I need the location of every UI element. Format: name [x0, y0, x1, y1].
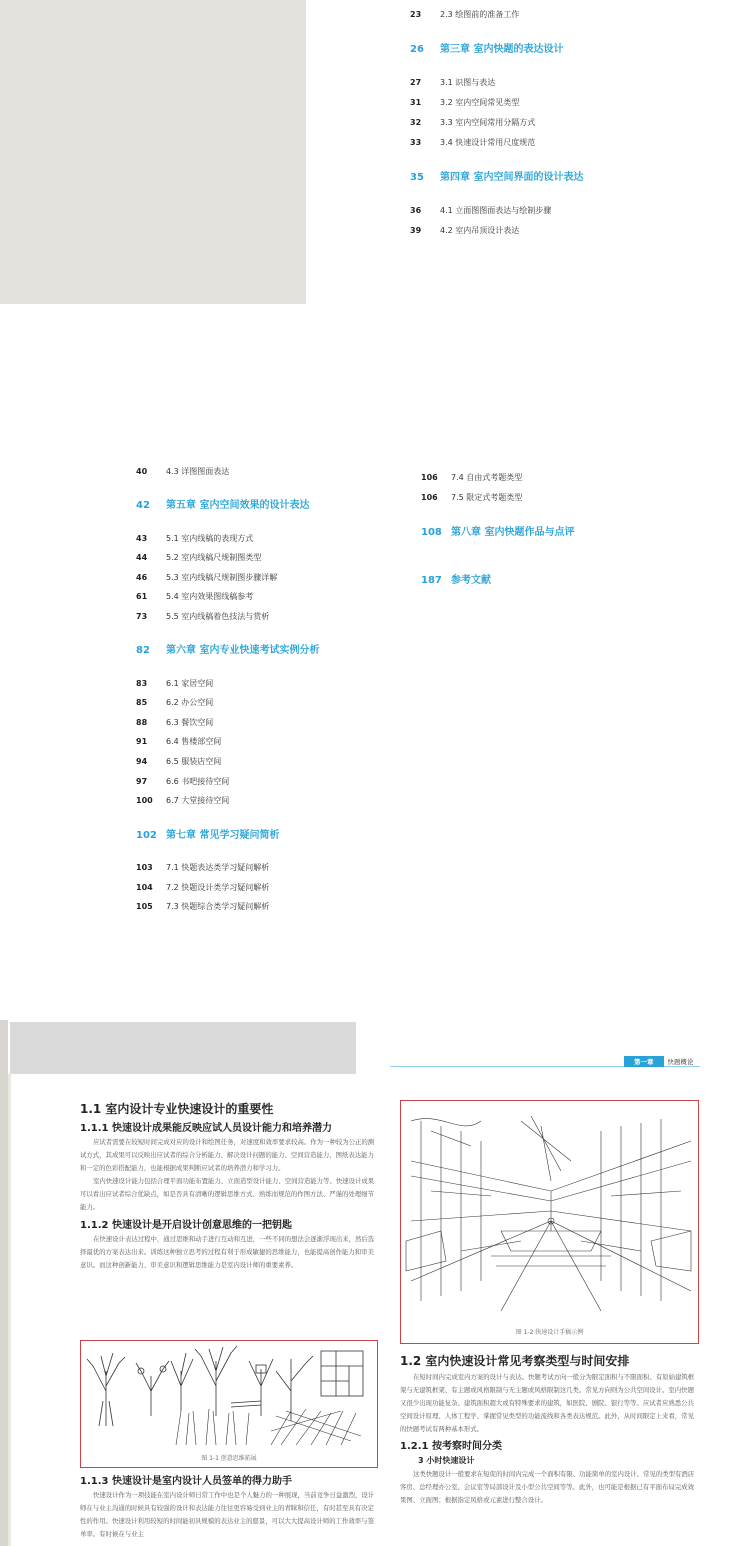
toc-chapter-entry — [410, 172, 583, 184]
toc-entry-title: 5.1 室内线稿的表现方式 — [166, 533, 254, 543]
toc-entry-title: 4.1 立面图图面表达与绘制步骤 — [440, 206, 552, 215]
toc-entry-title: 7.3 快题综合类学习疑问解析 — [166, 902, 270, 912]
toc-page-number: 103 — [136, 862, 153, 872]
toc-entry-title: 5.5 室内线稿着色技法与赏析 — [166, 612, 270, 622]
toc-entry — [136, 553, 261, 563]
toc-entry-title: 第七章 常见学习疑问简析 — [166, 829, 280, 841]
toc-page-number: 42 — [136, 500, 150, 512]
toc-entry-title: 6.2 办公空间 — [166, 698, 214, 708]
toc-entry — [136, 863, 269, 873]
toc-page-number: 88 — [136, 717, 148, 727]
toc-entry-title: 6.1 家居空间 — [166, 678, 214, 688]
figure-1-2-caption: 图 1-2 快速设计手稿示例 — [515, 1329, 584, 1336]
toc-chapter-entry — [136, 645, 319, 657]
toc-page-number: 61 — [136, 592, 148, 602]
tree-sketch-illustration — [81, 1341, 377, 1447]
paragraph-5: 在短时间内完成室内方案的设计与表达。快题考试方向一般分为限定面积与不限面积、有原始建筑框架与无建筑框架、有主题或风格限制与无主题或风格限制这几类。常见方向则为公共空间设计。室内快题又很少出现功能复杂、建筑面积超大或有特殊要求的建筑，如医院、剧院、银行等等。应试者应熟悉公共空间设计原理、人体工程学、掌握常见类型的功能流线和各类表达规范。此外，从时间限定上来看，常见的快题考试有两种基本形式。 — [400, 1373, 695, 1433]
toc-entry — [410, 98, 519, 108]
toc-page-number: 33 — [410, 138, 422, 147]
toc-page-number: 27 — [410, 78, 422, 87]
page-edge-strip — [0, 1020, 8, 1546]
toc-page-number: 94 — [136, 757, 148, 767]
toc-page-number: 82 — [136, 645, 150, 657]
toc-entry-title: 5.3 室内线稿尺规制图步骤详解 — [166, 572, 278, 582]
toc-chapter-entry — [136, 500, 309, 512]
toc-entry — [410, 118, 535, 128]
toc-page-number: 39 — [410, 226, 422, 235]
toc-page-number: 91 — [136, 737, 148, 747]
paragraph-4: 快速设计作为一项技能在室内设计师日常工作中也是个人魅力的一种展现，当前竞争日益激烈，设计师在与业主沟通的时候具有较强的设计和表达能力往往更容易受到业主的青睐和信任，有时甚至具有决定性的作用。快速设计利用较短的时间能初具规模的表达业主的愿景，可以大大提高设计师的工作效率与签单率。有时候在与业主 — [80, 1491, 375, 1538]
toc-entry-title: 7.1 快题表达类学习疑问解析 — [166, 862, 270, 872]
toc-page-number: 40 — [136, 467, 148, 476]
paragraph-1: 应试者需要在较短时间完成对应的设计和绘图任务，对速度和效率要求较高。作为一种较为公正的测试方式，其成果可以反映出应试者的综合分析能力、解决设计问题的能力、空间营造能力、图纸表达能力和一定的色彩搭配能力，也能根据成果判断应试者的培养潜力和学习力。 — [80, 1138, 375, 1172]
decorative-gray-panel — [0, 0, 306, 304]
toc-entry — [136, 883, 269, 893]
section-heading-1-1-2: 1.1.2 快速设计是开启设计创意思维的一把钥匙 — [80, 1220, 292, 1231]
toc-chapter-entry — [410, 44, 563, 56]
toc-entry — [421, 493, 522, 503]
toc-entry-title: 6.7 大堂接待空间 — [166, 796, 230, 806]
paragraph-6: 这类快题设计一般要求在短促的时间内完成一个面积有限、功能简单的室内设计。常见的类型有酒店客房、总经理办公室、会议室等局部设计及小型公共空间等等。此外，也可能是根据已有平面布局完成效果图、立面图；根据指定风格或元素进行整合设计。 — [400, 1470, 695, 1504]
toc-entry — [410, 78, 495, 88]
toc-page-number: 73 — [136, 612, 148, 622]
toc-entry — [410, 138, 535, 148]
toc-page-number: 104 — [136, 882, 153, 892]
toc-entry — [421, 473, 522, 483]
book-spread — [0, 1020, 750, 1546]
toc-entry — [136, 718, 213, 728]
toc-entry — [136, 573, 277, 583]
toc-entry-title: 5.2 室内线稿尺规制图类型 — [166, 553, 262, 563]
toc-page-number: 23 — [410, 10, 422, 19]
toc-page-number: 26 — [410, 44, 424, 55]
toc-page-number: 32 — [410, 118, 422, 127]
toc-entry-title: 3.3 室内空间常用分隔方式 — [440, 118, 536, 127]
toc-entry-title: 第三章 室内快题的表达设计 — [440, 44, 564, 55]
toc-entry — [136, 698, 213, 708]
toc-entry-title: 3.2 室内空间常见类型 — [440, 98, 520, 107]
toc-entry — [410, 226, 519, 236]
toc-entry-title: 7.2 快题设计类学习疑问解析 — [166, 882, 270, 892]
toc-entry-title: 4.2 室内吊顶设计表达 — [440, 226, 520, 235]
toc-entry — [410, 10, 519, 20]
toc-chapter-entry — [136, 830, 279, 842]
toc-page-number: 100 — [136, 796, 153, 806]
header-chapter-badge: 第一章 — [624, 1056, 664, 1067]
toc-entry — [136, 737, 221, 747]
subsection-3-hour: 3 小时快速设计 — [418, 1456, 475, 1465]
toc-entry — [136, 796, 229, 806]
toc-entry — [136, 592, 253, 602]
toc-page-number: 31 — [410, 98, 422, 107]
left-column-bottom — [80, 1472, 380, 1541]
toc-entry-title: 7.5 限定式考题类型 — [451, 493, 523, 502]
left-column — [80, 1100, 380, 1272]
toc-entry — [136, 612, 269, 622]
toc-entry-title: 3.4 快速设计常用尺度规范 — [440, 138, 536, 147]
toc-entry-title: 第八章 室内快题作品与点评 — [451, 527, 575, 538]
toc-entry-title: 3.1 识图与表达 — [440, 78, 496, 87]
section-heading-1-2-1: 1.2.1 按考察时间分类 — [400, 1441, 502, 1452]
toc-entry — [136, 467, 229, 477]
toc-entry-title: 5.4 室内效果图线稿参考 — [166, 592, 254, 602]
figure-1-2-frame — [400, 1100, 699, 1344]
toc-page-number: 105 — [136, 902, 153, 912]
section-heading-1-2: 1.2 室内快速设计常见考察类型与时间安排 — [400, 1354, 630, 1368]
section-heading-1-1-3: 1.1.3 快速设计是室内设计人员签单的得力助手 — [80, 1476, 292, 1487]
toc-entry — [136, 757, 221, 767]
toc-entry-title: 6.5 服装店空间 — [166, 757, 222, 767]
section-heading-1-1-1: 1.1.1 快速设计成果能反映应试人员设计能力和培养潜力 — [80, 1123, 332, 1134]
toc-chapter-entry — [421, 527, 574, 539]
toc-page-number: 46 — [136, 572, 148, 582]
toc-page-number: 106 — [421, 493, 438, 502]
header-rule — [390, 1066, 700, 1067]
toc-entry-title: 第六章 室内专业快速考试实例分析 — [166, 645, 320, 657]
toc-page-number: 85 — [136, 698, 148, 708]
toc-entry-title: 2.3 绘图前的准备工作 — [440, 10, 520, 19]
toc-entry-title: 6.3 餐饮空间 — [166, 717, 214, 727]
toc-entry-title: 6.4 售楼部空间 — [166, 737, 222, 747]
toc-page-number: 35 — [410, 172, 424, 183]
toc-entry-title: 7.4 自由式考题类型 — [451, 473, 523, 482]
toc-page-number: 43 — [136, 533, 148, 543]
toc-entry-title: 4.3 详图图面表达 — [166, 467, 230, 476]
toc-page-number: 106 — [421, 473, 438, 482]
toc-entry-title: 第四章 室内空间界面的设计表达 — [440, 172, 584, 183]
toc-page-number: 97 — [136, 776, 148, 786]
header-title: 快题概论 — [667, 1058, 694, 1066]
paragraph-2: 室内快速设计能力包括合理平面功能布置能力、立面造型设计能力、空间营造能力等。快速设计成果可以看出应试者综合优缺点，如是否具有清晰的逻辑思维方式、熟练而规范的作图方法、严谨的处理细节能力。 — [80, 1177, 375, 1211]
toc-entry-title: 6.6 书吧接待空间 — [166, 776, 230, 786]
toc-entry-title: 第五章 室内空间效果的设计表达 — [166, 500, 310, 512]
toc-page-number: 102 — [136, 829, 157, 841]
section-heading-1-1: 1.1 室内设计专业快速设计的重要性 — [80, 1102, 274, 1116]
toc-page-number: 187 — [421, 575, 442, 586]
toc-page-number: 83 — [136, 678, 148, 688]
toc-page-number: 44 — [136, 553, 148, 563]
toc-entry — [410, 206, 551, 216]
toc-page-number: 108 — [421, 527, 442, 538]
interior-sketch-illustration — [401, 1101, 698, 1321]
toc-entry — [136, 777, 229, 787]
toc-entry — [136, 679, 213, 689]
right-column — [400, 1352, 698, 1507]
toc-page-number: 36 — [410, 206, 422, 215]
figure-1-1-caption: 图 1-1 创意思维拓展 — [201, 1455, 257, 1462]
toc-entry-title: 参考文献 — [451, 575, 491, 586]
decorative-gray-bar — [10, 1022, 356, 1074]
left-page-shadow — [8, 1074, 11, 1546]
toc-chapter-entry — [421, 575, 491, 587]
toc-entry — [136, 902, 269, 912]
toc-entry — [136, 534, 253, 544]
paragraph-3: 在快速设计表达过程中，通过思维和动手进行互动和互进，一些不同的想法会逐渐浮现出来，然后选择最优的方案表达出来。训练这种独立思考的过程有利于形成敏捷的思维能力，也能提高创作能力和审美意识。而这种创新能力、审美意识和逻辑思维能力是室内设计师的重要素养。 — [80, 1235, 375, 1269]
figure-1-1-frame — [80, 1340, 378, 1468]
